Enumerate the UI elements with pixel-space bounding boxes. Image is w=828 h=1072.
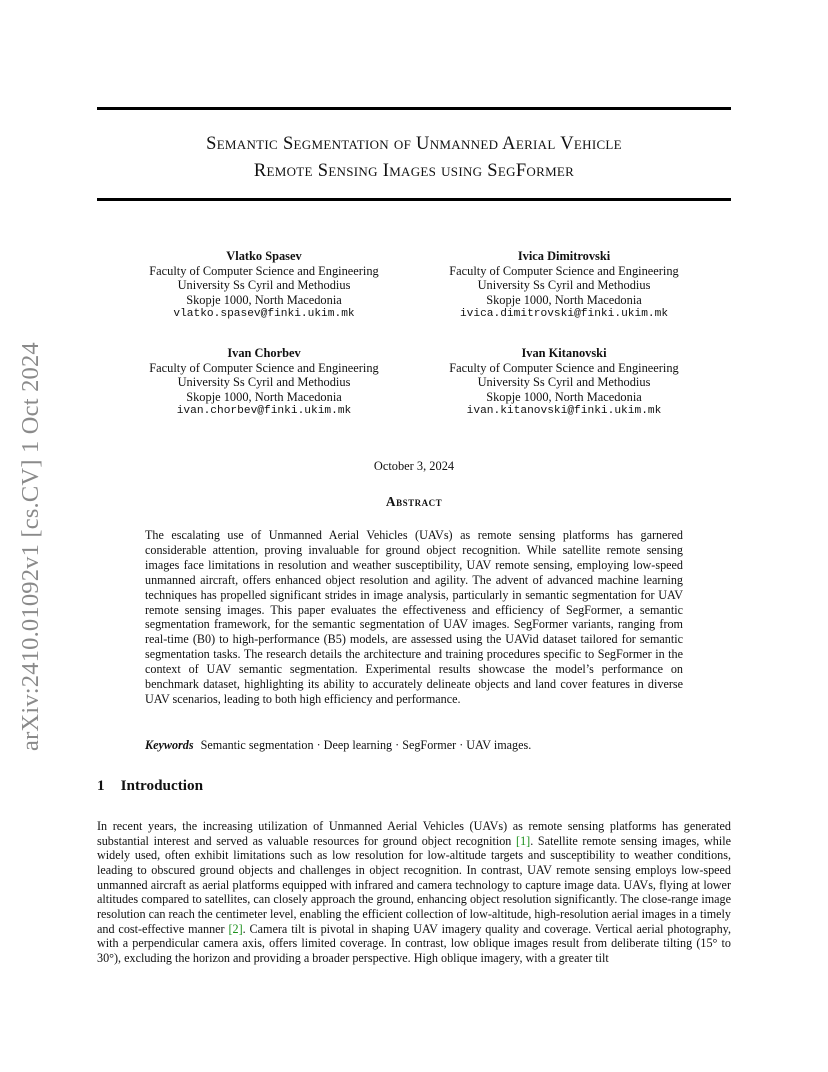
- section-title: Introduction: [120, 777, 204, 794]
- publication-date: October 3, 2024: [373, 459, 455, 473]
- author-block: [414, 249, 714, 322]
- intro-text-part-1: In recent years, the increasing utilization of Unmanned Aerial Vehicles (UAVs) as remote sensing platforms has generated substantial interest and served as valuable resources for ground object recognition: [97, 819, 731, 848]
- arxiv-identifier-stamp: arXiv:2410.01092v1 [cs.CV] 1 Oct 2024: [17, 342, 44, 751]
- author-email: ivan.kitanovski@finki.ukim.mk: [466, 405, 662, 418]
- author-affiliation: Faculty of Computer Science and Engineering: [149, 360, 379, 375]
- intro-text-part-2: . Satellite remote sensing images, while widely used, often exhibit limitations such as low resolution for low-altitude targets and susceptibility to weather conditions, leading to obscured ground objects and challenges in object recognition. In contrast, UAV remote sensing employs low-speed unmanned aircraft as aerial platforms equipped with infrared and camera technology to capture image data. UAVs, flying at lower altitudes compared to satellites, can closely approach the ground, enhancing object resolution significantly. The close-range image resolution can reach the centimeter level, enabling the efficient collection of low-altitude, high-resolution aerial images in a timely and cost-effective manner: [97, 833, 731, 936]
- title-bottom-rule: [97, 198, 731, 201]
- author-block: [414, 346, 714, 419]
- author-email: vlatko.spasev@finki.ukim.mk: [173, 308, 355, 321]
- author-university: University Ss Cyril and Methodius: [477, 375, 651, 390]
- keywords-label: Keywords: [145, 738, 194, 752]
- introduction-paragraph: [97, 819, 731, 966]
- paper-title-line-2: Remote Sensing Images using SegFormer: [253, 161, 575, 181]
- intro-text-part-3: . Camera tilt is pivotal in shaping UAV imagery quality and coverage. Vertical aerial photography, with a perpendicular camera axis, offers limited coverage. In contrast, low oblique images result from deliberate tilting (15° to 30°), excluding the horizon and providing a broader perspective. High oblique imagery, with a greater tilt: [97, 921, 731, 965]
- keywords-line: [145, 738, 683, 753]
- author-name: Ivan Kitanovski: [521, 346, 607, 360]
- author-affiliation: Faculty of Computer Science and Engineering: [449, 263, 679, 278]
- author-city: Skopje 1000, North Macedonia: [486, 389, 642, 404]
- author-university: University Ss Cyril and Methodius: [477, 278, 651, 293]
- section-heading: [97, 777, 203, 795]
- abstract-heading: Abstract: [385, 494, 443, 509]
- author-email: ivan.chorbev@finki.ukim.mk: [176, 405, 352, 418]
- section-number: 1: [97, 777, 105, 794]
- author-university: University Ss Cyril and Methodius: [177, 375, 351, 390]
- paper-title-line-1: Semantic Segmentation of Unmanned Aerial Vehicle: [206, 134, 622, 154]
- author-email: ivica.dimitrovski@finki.ukim.mk: [459, 308, 669, 321]
- author-block: [114, 346, 414, 419]
- author-affiliation: Faculty of Computer Science and Engineering: [149, 263, 379, 278]
- author-name: Ivan Chorbev: [227, 346, 301, 360]
- author-university: University Ss Cyril and Methodius: [177, 278, 351, 293]
- author-city: Skopje 1000, North Macedonia: [186, 389, 342, 404]
- author-affiliation: Faculty of Computer Science and Engineering: [449, 360, 679, 375]
- author-name: Ivica Dimitrovski: [517, 249, 611, 263]
- citation-link[interactable]: [2]: [228, 921, 243, 936]
- author-name: Vlatko Spasev: [226, 249, 302, 263]
- title-top-rule: [97, 107, 731, 110]
- keywords-text: Semantic segmentation · Deep learning · SegFormer · UAV images.: [200, 738, 532, 752]
- citation-link[interactable]: [1]: [516, 833, 531, 848]
- author-block: [114, 249, 414, 322]
- author-city: Skopje 1000, North Macedonia: [486, 292, 642, 307]
- abstract-text: The escalating use of Unmanned Aerial Vehicles (UAVs) as remote sensing platforms has garnered considerable attention, proving invaluable for ground object recognition. While satellite remote sensing images face limitations in resolution and weather susceptibility, UAV remote sensing, employing low-speed unmanned aircraft, offers enhanced object resolution and agility. The advent of advanced machine learning techniques has propelled significant strides in image analysis, particularly in semantic segmentation for UAV remote sensing images. This paper evaluates the effectiveness and efficiency of SegFormer, a semantic segmentation framework, for the semantic segmentation of UAV images. SegFormer variants, ranging from real-time (B0) to high-performance (B5) models, are assessed using the UAVid dataset tailored for semantic segmentation tasks. The research details the architecture and training procedures specific to SegFormer in the context of UAV semantic segmentation. Experimental results showcase the model’s performance on benchmark dataset, highlighting its ability to accurately delineate objects and land cover features in diverse UAV scenarios, leading to both high efficiency and performance.: [145, 528, 683, 706]
- author-city: Skopje 1000, North Macedonia: [186, 292, 342, 307]
